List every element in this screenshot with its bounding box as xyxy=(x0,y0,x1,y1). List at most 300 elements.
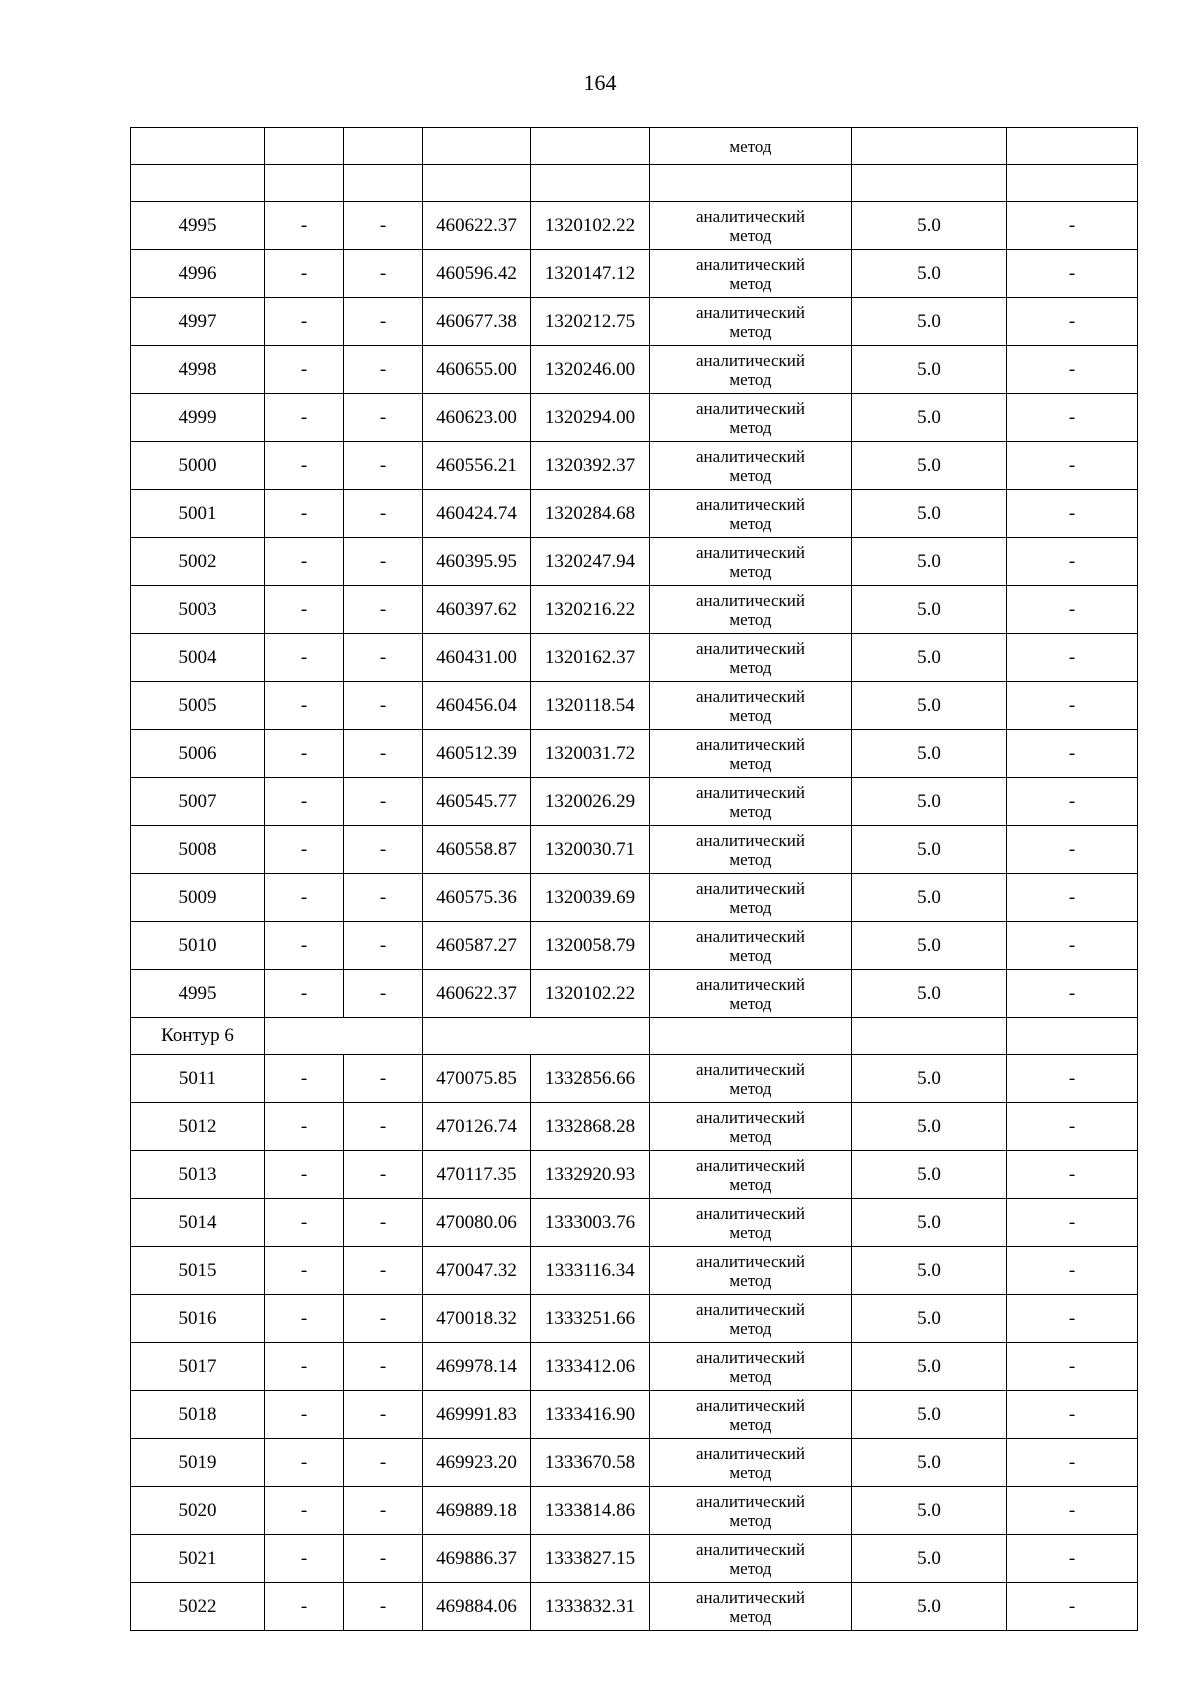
accuracy-cell: 5.0 xyxy=(852,442,1007,490)
table-row xyxy=(131,298,1138,346)
column-3-cell: - xyxy=(344,730,423,778)
method-cell xyxy=(650,1247,852,1295)
y-coordinate-cell: 1333827.15 xyxy=(531,1535,650,1583)
method-line-1: аналитический xyxy=(696,1155,805,1175)
x-coordinate-cell: 470117.35 xyxy=(423,1151,531,1199)
method-line-2: метод xyxy=(729,1606,772,1626)
point-number-cell: 5001 xyxy=(131,490,265,538)
column-8-cell: - xyxy=(1007,1487,1138,1535)
column-8-cell: - xyxy=(1007,490,1138,538)
x-coordinate-cell: 460677.38 xyxy=(423,298,531,346)
accuracy-cell: 5.0 xyxy=(852,1391,1007,1439)
method-cell xyxy=(650,346,852,394)
table-row xyxy=(131,1391,1138,1439)
column-2-cell: - xyxy=(265,538,344,586)
accuracy-cell: 5.0 xyxy=(852,1583,1007,1631)
method-line-1: аналитический xyxy=(696,206,805,226)
column-3-cell: - xyxy=(344,1247,423,1295)
method-cell xyxy=(650,202,852,250)
method-line-1: аналитический xyxy=(696,446,805,466)
y-coordinate-cell: 1333832.31 xyxy=(531,1583,650,1631)
accuracy-cell: 5.0 xyxy=(852,1295,1007,1343)
column-2-cell: - xyxy=(265,1295,344,1343)
y-coordinate-cell: 1320030.71 xyxy=(531,826,650,874)
method-line-1: аналитический xyxy=(696,542,805,562)
point-number-cell: 5002 xyxy=(131,538,265,586)
x-coordinate-cell: 460556.21 xyxy=(423,442,531,490)
column-8-cell: - xyxy=(1007,250,1138,298)
method-line-1: аналитический xyxy=(696,1443,805,1463)
column-8-cell: - xyxy=(1007,586,1138,634)
table-row xyxy=(131,1487,1138,1535)
method-cell xyxy=(650,586,852,634)
column-3-cell: - xyxy=(344,874,423,922)
method-cell xyxy=(650,1103,852,1151)
y-coordinate-cell: 1320039.69 xyxy=(531,874,650,922)
column-3-cell: - xyxy=(344,1151,423,1199)
method-line-2: метод xyxy=(729,1318,772,1338)
method-line-1: аналитический xyxy=(696,878,805,898)
x-coordinate-cell: 460424.74 xyxy=(423,490,531,538)
accuracy-cell: 5.0 xyxy=(852,346,1007,394)
method-cell xyxy=(650,1055,852,1103)
table-row xyxy=(131,586,1138,634)
point-number-cell: 5005 xyxy=(131,682,265,730)
x-coordinate-cell: 460587.27 xyxy=(423,922,531,970)
column-2-cell: - xyxy=(265,1343,344,1391)
method-line-2: метод xyxy=(729,417,772,437)
column-2-cell: - xyxy=(265,1247,344,1295)
accuracy-cell: 5.0 xyxy=(852,1151,1007,1199)
accuracy-cell: 5.0 xyxy=(852,202,1007,250)
y-coordinate-cell: 1320147.12 xyxy=(531,250,650,298)
column-8-cell: - xyxy=(1007,634,1138,682)
column-3-cell: - xyxy=(344,346,423,394)
method-cell xyxy=(650,298,852,346)
method-line-1: аналитический xyxy=(696,1299,805,1319)
column-8-cell: - xyxy=(1007,1247,1138,1295)
method-cell xyxy=(650,538,852,586)
method-line-2: метод xyxy=(729,1078,772,1098)
column-2-cell: - xyxy=(265,970,344,1018)
method-cell xyxy=(650,778,852,826)
method-line-1: аналитический xyxy=(696,254,805,274)
column-8-cell: - xyxy=(1007,202,1138,250)
point-number-cell: 5010 xyxy=(131,922,265,970)
column-2-cell: - xyxy=(265,922,344,970)
table-row xyxy=(131,394,1138,442)
column-8-cell: - xyxy=(1007,922,1138,970)
method-line-2: метод xyxy=(729,1366,772,1386)
x-coordinate-cell: 469889.18 xyxy=(423,1487,531,1535)
point-number-cell: 5019 xyxy=(131,1439,265,1487)
point-number-cell: 4998 xyxy=(131,346,265,394)
column-8-cell: - xyxy=(1007,1391,1138,1439)
method-line-2: метод xyxy=(729,1414,772,1434)
table-row xyxy=(131,1439,1138,1487)
method-line-2: метод xyxy=(729,705,772,725)
column-8-cell: - xyxy=(1007,1199,1138,1247)
column-8-cell: - xyxy=(1007,1151,1138,1199)
column-2-cell: - xyxy=(265,634,344,682)
method-line-1: аналитический xyxy=(696,1587,805,1607)
point-number-cell: 5021 xyxy=(131,1535,265,1583)
x-coordinate-cell: 469886.37 xyxy=(423,1535,531,1583)
column-2-cell: - xyxy=(265,1199,344,1247)
method-line-2: метод xyxy=(729,225,772,245)
column-2-cell: - xyxy=(265,1055,344,1103)
y-coordinate-cell: 1320246.00 xyxy=(531,346,650,394)
method-cell xyxy=(650,922,852,970)
x-coordinate-cell: 470126.74 xyxy=(423,1103,531,1151)
y-coordinate-cell: 1320212.75 xyxy=(531,298,650,346)
x-coordinate-cell: 460623.00 xyxy=(423,394,531,442)
column-3-cell: - xyxy=(344,586,423,634)
accuracy-cell: 5.0 xyxy=(852,1247,1007,1295)
column-2-cell: - xyxy=(265,1391,344,1439)
method-cell: метод xyxy=(650,128,852,165)
column-2-cell: - xyxy=(265,202,344,250)
point-number-cell: 5013 xyxy=(131,1151,265,1199)
method-cell xyxy=(650,250,852,298)
table-row xyxy=(131,538,1138,586)
x-coordinate-cell: 460456.04 xyxy=(423,682,531,730)
accuracy-cell: 5.0 xyxy=(852,1199,1007,1247)
column-8-cell: - xyxy=(1007,1295,1138,1343)
point-number-cell: 5020 xyxy=(131,1487,265,1535)
column-3-cell: - xyxy=(344,922,423,970)
point-number-cell: 5018 xyxy=(131,1391,265,1439)
point-number-cell: 5004 xyxy=(131,634,265,682)
table-row xyxy=(131,1295,1138,1343)
point-number-cell: 4995 xyxy=(131,202,265,250)
method-line-1: аналитический xyxy=(696,638,805,658)
point-number-cell: 5012 xyxy=(131,1103,265,1151)
y-coordinate-cell: 1332868.28 xyxy=(531,1103,650,1151)
point-number-cell: 5015 xyxy=(131,1247,265,1295)
table-row xyxy=(131,970,1138,1018)
column-8-cell: - xyxy=(1007,1583,1138,1631)
method-cell xyxy=(650,682,852,730)
method-line-1: аналитический xyxy=(696,494,805,514)
x-coordinate-cell: 470047.32 xyxy=(423,1247,531,1295)
column-8-cell: - xyxy=(1007,730,1138,778)
contour-label: Контур 6 xyxy=(131,1018,265,1055)
point-number-cell: 5016 xyxy=(131,1295,265,1343)
table-row xyxy=(131,1343,1138,1391)
method-line-1: аналитический xyxy=(696,1251,805,1271)
y-coordinate-cell: 1333814.86 xyxy=(531,1487,650,1535)
column-3-cell: - xyxy=(344,682,423,730)
point-number-cell: 4996 xyxy=(131,250,265,298)
point-number-cell: 5000 xyxy=(131,442,265,490)
method-cell xyxy=(650,442,852,490)
point-number-cell: 5007 xyxy=(131,778,265,826)
method-cell xyxy=(650,1487,852,1535)
accuracy-cell: 5.0 xyxy=(852,826,1007,874)
table-row xyxy=(131,165,1138,202)
method-line-2: метод xyxy=(729,1462,772,1482)
column-8-cell: - xyxy=(1007,970,1138,1018)
y-coordinate-cell: 1320216.22 xyxy=(531,586,650,634)
page-number: 164 xyxy=(583,70,617,95)
table-row xyxy=(131,128,1138,165)
accuracy-cell: 5.0 xyxy=(852,586,1007,634)
column-2-cell: - xyxy=(265,442,344,490)
accuracy-cell: 5.0 xyxy=(852,538,1007,586)
column-3-cell: - xyxy=(344,970,423,1018)
column-3-cell: - xyxy=(344,1439,423,1487)
column-2-cell: - xyxy=(265,1151,344,1199)
column-8-cell: - xyxy=(1007,1535,1138,1583)
column-8-cell: - xyxy=(1007,1055,1138,1103)
method-cell xyxy=(650,634,852,682)
y-coordinate-cell: 1320031.72 xyxy=(531,730,650,778)
method-line-2: метод xyxy=(729,849,772,869)
y-coordinate-cell: 1320284.68 xyxy=(531,490,650,538)
column-2-cell: - xyxy=(265,298,344,346)
y-coordinate-cell: 1320294.00 xyxy=(531,394,650,442)
method-line-1: аналитический xyxy=(696,590,805,610)
accuracy-cell: 5.0 xyxy=(852,1487,1007,1535)
column-3-cell: - xyxy=(344,1487,423,1535)
x-coordinate-cell: 460395.95 xyxy=(423,538,531,586)
y-coordinate-cell: 1320247.94 xyxy=(531,538,650,586)
method-cell xyxy=(650,1583,852,1631)
accuracy-cell: 5.0 xyxy=(852,874,1007,922)
column-2-cell: - xyxy=(265,490,344,538)
point-number-cell: 5011 xyxy=(131,1055,265,1103)
column-2-cell: - xyxy=(265,682,344,730)
column-8-cell: - xyxy=(1007,1103,1138,1151)
accuracy-cell: 5.0 xyxy=(852,922,1007,970)
method-cell xyxy=(650,730,852,778)
method-cell xyxy=(650,1343,852,1391)
column-3-cell: - xyxy=(344,1055,423,1103)
method-line-1: аналитический xyxy=(696,686,805,706)
y-coordinate-cell: 1320392.37 xyxy=(531,442,650,490)
method-line-1: аналитический xyxy=(696,782,805,802)
table-row xyxy=(131,202,1138,250)
column-8-cell: - xyxy=(1007,538,1138,586)
method-line-1: аналитический xyxy=(696,1347,805,1367)
column-8-cell: - xyxy=(1007,826,1138,874)
table-row xyxy=(131,730,1138,778)
method-line-1: аналитический xyxy=(696,1491,805,1511)
table-row xyxy=(131,1103,1138,1151)
table-row xyxy=(131,778,1138,826)
accuracy-cell: 5.0 xyxy=(852,298,1007,346)
table-row xyxy=(131,346,1138,394)
method-line-1: аналитический xyxy=(696,830,805,850)
column-2-cell: - xyxy=(265,1439,344,1487)
column-2-cell: - xyxy=(265,250,344,298)
y-coordinate-cell: 1320058.79 xyxy=(531,922,650,970)
column-3-cell: - xyxy=(344,1295,423,1343)
method-line-2: метод xyxy=(729,801,772,821)
y-coordinate-cell: 1320102.22 xyxy=(531,970,650,1018)
y-coordinate-cell: 1333251.66 xyxy=(531,1295,650,1343)
table-row xyxy=(131,1151,1138,1199)
column-2-cell: - xyxy=(265,1103,344,1151)
column-3-cell: - xyxy=(344,1343,423,1391)
point-number-cell: 5009 xyxy=(131,874,265,922)
column-3-cell: - xyxy=(344,250,423,298)
method-cell xyxy=(650,1535,852,1583)
y-coordinate-cell: 1333003.76 xyxy=(531,1199,650,1247)
x-coordinate-cell: 470018.32 xyxy=(423,1295,531,1343)
table-row xyxy=(131,490,1138,538)
x-coordinate-cell: 469884.06 xyxy=(423,1583,531,1631)
point-number-cell: 5014 xyxy=(131,1199,265,1247)
y-coordinate-cell: 1320102.22 xyxy=(531,202,650,250)
column-2-cell: - xyxy=(265,586,344,634)
column-8-cell: - xyxy=(1007,298,1138,346)
y-coordinate-cell: 1333116.34 xyxy=(531,1247,650,1295)
column-2-cell: - xyxy=(265,874,344,922)
point-number-cell: 4997 xyxy=(131,298,265,346)
column-3-cell: - xyxy=(344,538,423,586)
x-coordinate-cell: 470080.06 xyxy=(423,1199,531,1247)
x-coordinate-cell: 460431.00 xyxy=(423,634,531,682)
method-cell xyxy=(650,1199,852,1247)
column-8-cell: - xyxy=(1007,778,1138,826)
table-row xyxy=(131,1535,1138,1583)
table-row xyxy=(131,1055,1138,1103)
y-coordinate-cell: 1332920.93 xyxy=(531,1151,650,1199)
y-coordinate-cell: 1320026.29 xyxy=(531,778,650,826)
method-line-2: метод xyxy=(729,657,772,677)
table-row xyxy=(131,1583,1138,1631)
accuracy-cell: 5.0 xyxy=(852,1343,1007,1391)
method-cell xyxy=(650,826,852,874)
point-number-cell: 5003 xyxy=(131,586,265,634)
column-2-cell: - xyxy=(265,826,344,874)
column-3-cell: - xyxy=(344,442,423,490)
method-line-2: метод xyxy=(729,561,772,581)
method-line-2: метод xyxy=(729,1126,772,1146)
x-coordinate-cell: 460622.37 xyxy=(423,970,531,1018)
x-coordinate-cell: 460558.87 xyxy=(423,826,531,874)
accuracy-cell: 5.0 xyxy=(852,970,1007,1018)
table-row xyxy=(131,250,1138,298)
table-row xyxy=(131,442,1138,490)
column-3-cell: - xyxy=(344,1199,423,1247)
method-cell xyxy=(650,874,852,922)
method-line-2: метод xyxy=(729,513,772,533)
method-cell xyxy=(650,490,852,538)
method-cell xyxy=(650,970,852,1018)
method-line-1: аналитический xyxy=(696,1059,805,1079)
column-3-cell: - xyxy=(344,490,423,538)
method-line-1: аналитический xyxy=(696,1395,805,1415)
method-line-2: метод xyxy=(729,1510,772,1530)
x-coordinate-cell: 460622.37 xyxy=(423,202,531,250)
method-line-2: метод xyxy=(729,369,772,389)
column-8-cell: - xyxy=(1007,874,1138,922)
method-cell xyxy=(650,1151,852,1199)
column-3-cell: - xyxy=(344,1103,423,1151)
column-3-cell: - xyxy=(344,826,423,874)
y-coordinate-cell: 1320118.54 xyxy=(531,682,650,730)
accuracy-cell: 5.0 xyxy=(852,1103,1007,1151)
x-coordinate-cell: 469923.20 xyxy=(423,1439,531,1487)
column-8-cell: - xyxy=(1007,1343,1138,1391)
method-line-2: метод xyxy=(729,465,772,485)
column-3-cell: - xyxy=(344,634,423,682)
table-row xyxy=(131,874,1138,922)
accuracy-cell: 5.0 xyxy=(852,682,1007,730)
method-cell xyxy=(650,394,852,442)
column-2-cell: - xyxy=(265,1583,344,1631)
table-body xyxy=(131,128,1138,1631)
point-number-cell: 5006 xyxy=(131,730,265,778)
x-coordinate-cell: 469991.83 xyxy=(423,1391,531,1439)
column-3-cell: - xyxy=(344,394,423,442)
contour-row xyxy=(131,1018,1138,1055)
method-line-2: метод xyxy=(729,1222,772,1242)
y-coordinate-cell: 1333412.06 xyxy=(531,1343,650,1391)
column-2-cell: - xyxy=(265,1535,344,1583)
accuracy-cell: 5.0 xyxy=(852,394,1007,442)
method-line-1: аналитический xyxy=(696,1539,805,1559)
column-8-cell: - xyxy=(1007,1439,1138,1487)
accuracy-cell: 5.0 xyxy=(852,1535,1007,1583)
column-3-cell: - xyxy=(344,298,423,346)
method-line-2: метод xyxy=(729,609,772,629)
method-cell xyxy=(650,165,852,202)
column-2-cell: - xyxy=(265,394,344,442)
column-8-cell: - xyxy=(1007,394,1138,442)
method-line-2: метод xyxy=(729,321,772,341)
table-row xyxy=(131,922,1138,970)
column-2-cell: - xyxy=(265,346,344,394)
x-coordinate-cell: 470075.85 xyxy=(423,1055,531,1103)
table-row xyxy=(131,1247,1138,1295)
method-line-1: аналитический xyxy=(696,350,805,370)
point-number-cell: 4999 xyxy=(131,394,265,442)
accuracy-cell: 5.0 xyxy=(852,1439,1007,1487)
coordinates-table xyxy=(130,127,1138,1631)
table-row xyxy=(131,634,1138,682)
x-coordinate-cell: 460545.77 xyxy=(423,778,531,826)
x-coordinate-cell: 460655.00 xyxy=(423,346,531,394)
column-8-cell: - xyxy=(1007,442,1138,490)
x-coordinate-cell: 460575.36 xyxy=(423,874,531,922)
method-cell xyxy=(650,1295,852,1343)
table-row xyxy=(131,826,1138,874)
method-cell xyxy=(650,1391,852,1439)
point-number-cell: 5008 xyxy=(131,826,265,874)
column-3-cell: - xyxy=(344,1391,423,1439)
y-coordinate-cell: 1333416.90 xyxy=(531,1391,650,1439)
method-line-1: аналитический xyxy=(696,398,805,418)
method-line-2: метод xyxy=(729,1558,772,1578)
column-3-cell: - xyxy=(344,202,423,250)
accuracy-cell: 5.0 xyxy=(852,490,1007,538)
y-coordinate-cell: 1332856.66 xyxy=(531,1055,650,1103)
point-number-cell: 5017 xyxy=(131,1343,265,1391)
method-line-2: метод xyxy=(729,1270,772,1290)
method-line-1: аналитический xyxy=(696,1107,805,1127)
accuracy-cell: 5.0 xyxy=(852,778,1007,826)
column-3-cell: - xyxy=(344,778,423,826)
x-coordinate-cell: 460512.39 xyxy=(423,730,531,778)
accuracy-cell: 5.0 xyxy=(852,1055,1007,1103)
method-line-2: метод xyxy=(729,897,772,917)
method-line-2: метод xyxy=(729,993,772,1013)
x-coordinate-cell: 460397.62 xyxy=(423,586,531,634)
